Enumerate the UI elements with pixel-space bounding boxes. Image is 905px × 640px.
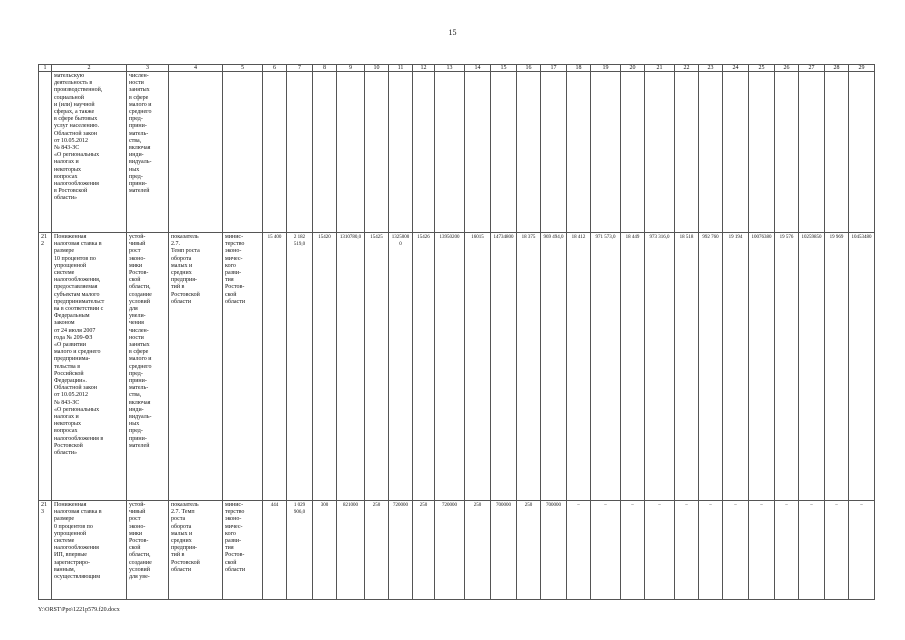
column-number: 25	[749, 65, 775, 72]
value-cell: –	[675, 501, 699, 600]
value-cell: 720000	[389, 501, 413, 600]
row-id-cell	[39, 72, 52, 233]
column-number: 22	[675, 65, 699, 72]
value-cell	[313, 72, 337, 233]
column-number: 10	[365, 65, 389, 72]
column-number: 9	[337, 65, 365, 72]
measure-description-cell: Пониженная налоговая ставка в размере 0 процентов по упрощенной системе налогообложения ИП, впервые зарегистриро- ванным, осуществляющим	[52, 501, 127, 600]
column-number: 23	[699, 65, 723, 72]
value-cell: 15426	[413, 233, 435, 501]
table-row	[39, 501, 875, 600]
value-cell	[389, 72, 413, 233]
value-cell	[337, 72, 365, 233]
column-number: 15	[491, 65, 517, 72]
column-number: 17	[541, 65, 567, 72]
value-cell: 250	[517, 501, 541, 600]
column-number: 20	[621, 65, 645, 72]
value-cell: –	[645, 501, 675, 600]
value-cell: 969 494,0	[541, 233, 567, 501]
column-number: 2	[52, 65, 127, 72]
value-cell: –	[699, 501, 723, 600]
page-number: 15	[448, 28, 457, 37]
value-cell	[435, 72, 465, 233]
value-cell: 1 029 906,0	[287, 501, 313, 600]
value-cell: 700000	[541, 501, 567, 600]
value-cell	[799, 72, 825, 233]
value-cell: 250	[365, 501, 389, 600]
column-number: 5	[223, 65, 263, 72]
column-number: 11	[389, 65, 413, 72]
column-number-row	[39, 65, 875, 72]
measure-description-cell: Пониженная налоговая ставка в размере 10 процентов по упрощенной системе налогообложения, предоставляемая субъектам малого предпринимательст ва в соответствии с Федеральным законом от 24 июля 2007 года № 209-ФЗ «О развитии малого и среднего предпринима- тельства в Российской Федерации». Областной закон от 10.05.2012 № 843-ЗС «О региональных налогах и некоторых вопросах налогообложения в Ростовской области»	[52, 233, 127, 501]
value-cell	[675, 72, 699, 233]
column-number: 18	[567, 65, 591, 72]
value-cell	[413, 72, 435, 233]
value-cell: 973 316,0	[645, 233, 675, 501]
value-cell	[775, 72, 799, 233]
value-cell: 300	[313, 501, 337, 600]
value-cell: 15420	[313, 233, 337, 501]
value-cell	[825, 72, 849, 233]
value-cell: 10453480	[849, 233, 875, 501]
row-id-cell: 212	[39, 233, 52, 501]
measure-description-cell: мательскую деятельность в производственной, социальной и (или) научной сферах, а также в сфере бытовых услуг населению. Областной закон от 10.05.2012 № 843-ЗС «О региональных налогах и некоторых вопросах налогообложения в Ростовской области»	[52, 72, 127, 233]
table-row	[39, 72, 875, 233]
value-cell: 19 194	[723, 233, 749, 501]
indicator-cell	[169, 72, 223, 233]
value-cell	[567, 72, 591, 233]
column-number: 6	[263, 65, 287, 72]
value-cell: 13950200	[435, 233, 465, 501]
value-cell: –	[825, 501, 849, 600]
value-cell	[591, 72, 621, 233]
value-cell: –	[775, 501, 799, 600]
value-cell	[723, 72, 749, 233]
value-cell	[541, 72, 567, 233]
value-cell: –	[849, 501, 875, 600]
value-cell: 821000	[337, 501, 365, 600]
table-row	[39, 233, 875, 501]
row-id-cell: 213	[39, 501, 52, 600]
value-cell: 18 412	[567, 233, 591, 501]
value-cell: –	[723, 501, 749, 600]
value-cell: –	[621, 501, 645, 600]
value-cell: 18 375	[517, 233, 541, 501]
value-cell: 14734800	[491, 233, 517, 501]
value-cell	[749, 72, 775, 233]
value-cell	[849, 72, 875, 233]
value-cell: 18 518	[675, 233, 699, 501]
curator-cell: минис- терство эконо- мичес- кого разви- тия Ростов- ской области	[223, 233, 263, 501]
value-cell: –	[591, 501, 621, 600]
column-number: 28	[825, 65, 849, 72]
column-number: 3	[127, 65, 169, 72]
value-cell	[645, 72, 675, 233]
value-cell: 19 576	[775, 233, 799, 501]
value-cell: 10076380	[749, 233, 775, 501]
column-number: 29	[849, 65, 875, 72]
value-cell: 444	[263, 501, 287, 600]
value-cell: 720000	[435, 501, 465, 600]
value-cell	[263, 72, 287, 233]
value-cell	[699, 72, 723, 233]
column-number: 7	[287, 65, 313, 72]
column-number: 26	[775, 65, 799, 72]
value-cell	[517, 72, 541, 233]
value-cell	[287, 72, 313, 233]
column-number: 27	[799, 65, 825, 72]
value-cell	[465, 72, 491, 233]
goal-cell: устой- чивый рост эконо- мики Ростов- ской области, создание условий для увели- чения числен- ности занятых в сфере малого и среднего пред- прини- матель- ства, включая инди- видуаль- ных пред- прини- мателей	[127, 233, 169, 501]
goal-cell: устой- чивый рост эконо- мики Ростов- ской области, создание условий для уве-	[127, 501, 169, 600]
curator-cell	[223, 72, 263, 233]
column-number: 13	[435, 65, 465, 72]
value-cell: 15 400	[263, 233, 287, 501]
value-cell: –	[567, 501, 591, 600]
value-cell: 16015	[465, 233, 491, 501]
data-table	[38, 64, 875, 600]
value-cell: –	[749, 501, 775, 600]
column-number: 14	[465, 65, 491, 72]
curator-cell: минис- терство эконо- мичес- кого разви- тия Ростов- ской области	[223, 501, 263, 600]
value-cell: 18 449	[621, 233, 645, 501]
value-cell	[491, 72, 517, 233]
column-number: 19	[591, 65, 621, 72]
value-cell: 1310780,0	[337, 233, 365, 501]
indicator-cell: показатель 2.7. Темп роста оборота малых и средних предприя- тий в Ростовской области	[169, 501, 223, 600]
column-number: 4	[169, 65, 223, 72]
column-number: 16	[517, 65, 541, 72]
indicator-cell: показатель 2.7. Темп роста оборота малых и средних предприя- тий в Ростовской области	[169, 233, 223, 501]
goal-cell: числен- ности занятых в сфере малого и среднего пред- прини- матель- ства, включая инди- видуаль- ных пред- прини- мателей	[127, 72, 169, 233]
value-cell: 19 969	[825, 233, 849, 501]
value-cell: 13250000	[389, 233, 413, 501]
value-cell	[621, 72, 645, 233]
value-cell: 250	[413, 501, 435, 600]
column-number: 8	[313, 65, 337, 72]
column-number: 1	[39, 65, 52, 72]
value-cell	[365, 72, 389, 233]
value-cell: 992 760	[699, 233, 723, 501]
value-cell: 2 182 519,0	[287, 233, 313, 501]
value-cell: 250	[465, 501, 491, 600]
column-number: 12	[413, 65, 435, 72]
column-number: 21	[645, 65, 675, 72]
value-cell: 10259850	[799, 233, 825, 501]
file-path-footer: Y:\ORST\Ppo\1221p579.f20.docx	[38, 607, 120, 613]
value-cell: 700000	[491, 501, 517, 600]
value-cell: –	[799, 501, 825, 600]
value-cell: 971 573,0	[591, 233, 621, 501]
value-cell: 15425	[365, 233, 389, 501]
column-number: 24	[723, 65, 749, 72]
